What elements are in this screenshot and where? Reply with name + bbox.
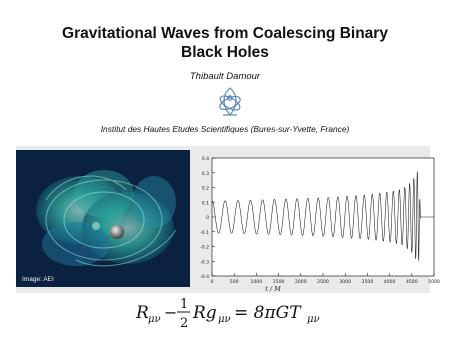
y-tick-label: 0.4 bbox=[201, 157, 209, 162]
eq-rg: Rg bbox=[193, 303, 217, 323]
image-credit-caption: Image: AEI bbox=[22, 276, 54, 283]
y-tick-label: -0.4 bbox=[200, 275, 209, 280]
waveform-chart bbox=[192, 148, 442, 296]
y-tick-label: 0 bbox=[206, 216, 209, 221]
x-tick-label: 1000 bbox=[250, 280, 263, 285]
title-line-2: Black Holes bbox=[181, 44, 269, 61]
eq-sub-2: μν bbox=[218, 314, 231, 325]
x-tick-label: 0 bbox=[210, 280, 214, 285]
x-tick-label: 4500 bbox=[405, 280, 418, 285]
eq-sub-1: μν bbox=[148, 314, 161, 325]
title-line-1: Gravitational Waves from Coalescing Binary bbox=[62, 25, 388, 42]
y-tick-label: -0.1 bbox=[200, 230, 209, 236]
y-tick-label: -0.2 bbox=[200, 245, 209, 251]
eq-frac-den: 2 bbox=[180, 316, 189, 331]
x-tick-label: 1500 bbox=[272, 280, 285, 285]
black-hole-simulation-image bbox=[16, 150, 190, 287]
einstein-field-equation bbox=[130, 292, 330, 332]
ihes-logo-icon bbox=[215, 86, 245, 118]
eq-rhs: = 8πGT bbox=[234, 303, 301, 323]
y-tick-label: 0.1 bbox=[201, 201, 209, 207]
x-axis-label: t / M bbox=[265, 285, 281, 293]
y-tick-label: 0.3 bbox=[201, 171, 209, 177]
eq-minus: − bbox=[164, 303, 178, 322]
slide-title bbox=[40, 24, 410, 62]
x-tick-label: 4000 bbox=[383, 280, 396, 285]
y-tick-label: 0.2 bbox=[201, 186, 209, 192]
x-tick-label: 3000 bbox=[339, 280, 352, 285]
x-tick-label: 5000 bbox=[428, 280, 440, 285]
eq-frac-num: 1 bbox=[180, 297, 189, 312]
eq-r: R bbox=[136, 303, 149, 323]
x-tick-label: 2000 bbox=[294, 280, 307, 285]
institute-affiliation: Institut des Hautes Etudes Scientifiques (Bures-sur-Yvette, France) bbox=[100, 124, 350, 134]
y-tick-label: -0.3 bbox=[200, 260, 209, 266]
eq-sub-3: μν bbox=[307, 314, 320, 325]
x-tick-label: 500 bbox=[229, 280, 239, 285]
x-tick-label: 3500 bbox=[361, 280, 374, 285]
x-tick-label: 2500 bbox=[317, 280, 329, 285]
author-name: Thibault Damour bbox=[189, 71, 261, 82]
